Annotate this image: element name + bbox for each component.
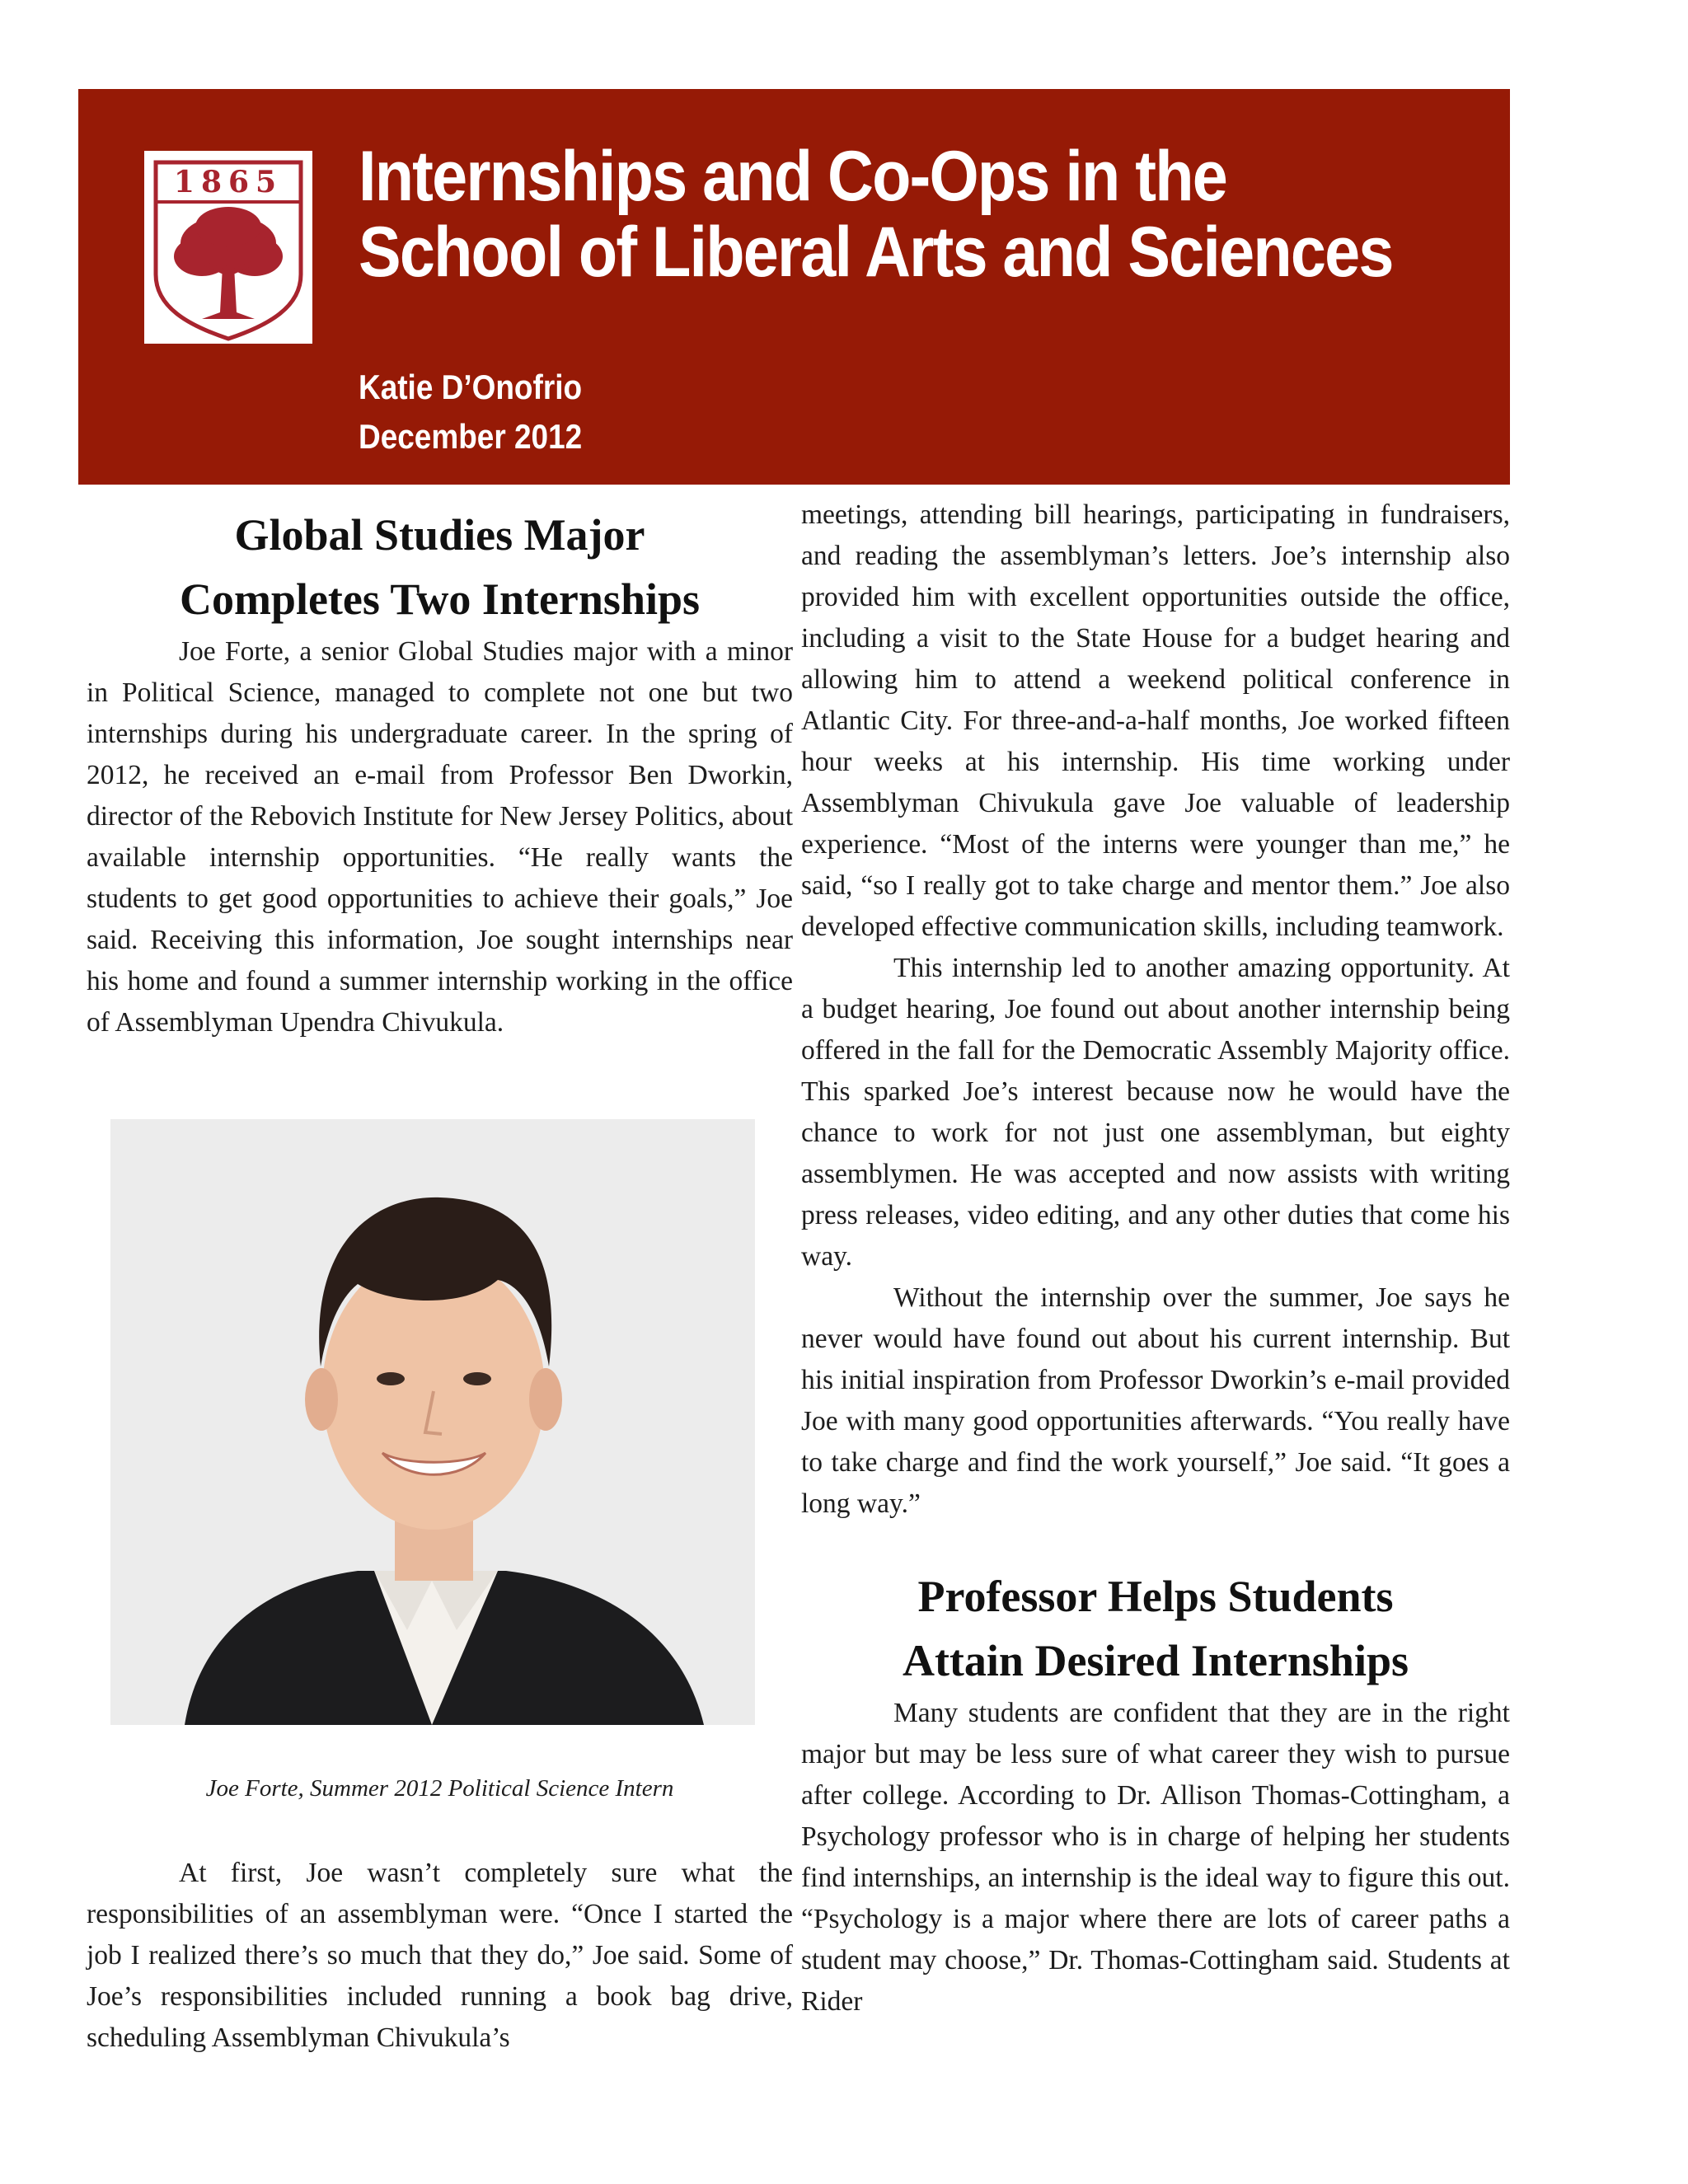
article1-paragraph-2: At first, Joe wasn’t completely sure what the responsibilities of an assemblyman were. “Once I started the job I realized there’s so much that they do,” Joe said. Some of Joe’s responsibilities included running a book bag drive, scheduling Assemblyman Chivukula’s [87,1858,793,2053]
article1-headline-line-2: Completes Two Internships [179,574,701,624]
title-line-1: Internships and Co-Ops in the [359,137,1226,216]
article2-headline-line-2: Attain Desired Internships [902,1636,1409,1685]
issue-date: December 2012 [359,417,583,456]
left-column-top [87,503,793,1043]
photo-caption: Joe Forte, Summer 2012 Political Science Intern [205,1775,674,1802]
left-column-bottom [87,1853,793,2059]
joe-forte-photo [110,1119,755,1725]
university-seal-logo [144,151,312,344]
title-line-2: School of Liberal Arts and Sciences [359,213,1393,292]
article2-headline [801,1564,1510,1693]
portrait-image [110,1119,755,1725]
article1-paragraph-2-continued: meetings, attending bill hearings, participating in fundraisers, and reading the assemblyman’s letters. Joe’s internship also provided him with excellent opportunities outside the office, including a visit to the State House for a budget hearing and allowing him to attend a weekend political conference in Atlantic City. For three-and-a-half months, Joe worked fifteen hour weeks at his internship. His time working under Assemblyman Chivukula gave Joe valuable of leadership experience. “Most of the interns were younger than me,” he said, “so I really got to take charge and mentor them.” Joe also developed effective communication skills, including teamwork. [801,499,1510,942]
article1-headline [87,503,793,631]
article1-paragraph-3: This internship led to another amazing opportunity. At a budget hearing, Joe found out about another internship being offered in the fall for the Democratic Assembly Majority office. This sparked Joe’s interest because now he would have the chance to work for not just one assemblyman, but eighty assemblymen. He was accepted and now assists with writing press releases, video editing, and any other duties that come his way. [801,953,1510,1272]
header-banner [78,89,1510,485]
seal-year: 1865 [173,165,284,199]
article2-headline-line-1: Professor Helps Students [917,1572,1394,1621]
article1-headline-line-1: Global Studies Major [234,510,645,560]
tree-shield-icon [144,151,312,344]
article1-paragraph-4: Without the internship over the summer, Joe says he never would have found out about his current internship. But his initial inspiration from Professor Dworkin’s e-mail provided Joe with many good opportunities afterwards. “You really have to take charge and find the work yourself,” Joe said. “It goes a long way.” [801,1282,1510,1519]
right-column [801,494,1510,2022]
article2-paragraph-1: Many students are confident that they are in the right major but may be less sure of what career they wish to pursue after college. According to Dr. Allison Thomas-Cottingham, a Psychology professor who is in charge of helping her students find internships, an internship is the ideal way to figure this out. “Psychology is a major where there are lots of career paths a student may choose,” Dr. Thomas-Cottingham said. Students at Rider [801,1698,1510,2017]
author-name: Katie D’Onofrio [359,368,583,406]
article1-paragraph-1: Joe Forte, a senior Global Studies major with a minor in Political Science, managed to complete not one but two internships during his undergraduate career. In the spring of 2012, he received an e-mail from Professor Ben Dworkin, director of the Rebovich Institute for New Jersey Politics, about available internship opportunities. “He really wants the students to get good opportunities to achieve their goals,” Joe said. Receiving this information, Joe sought internships near his home and found a summer internship working in the office of Assemblyman Upendra Chivukula. [87,636,793,1038]
newsletter-title [359,137,1393,292]
